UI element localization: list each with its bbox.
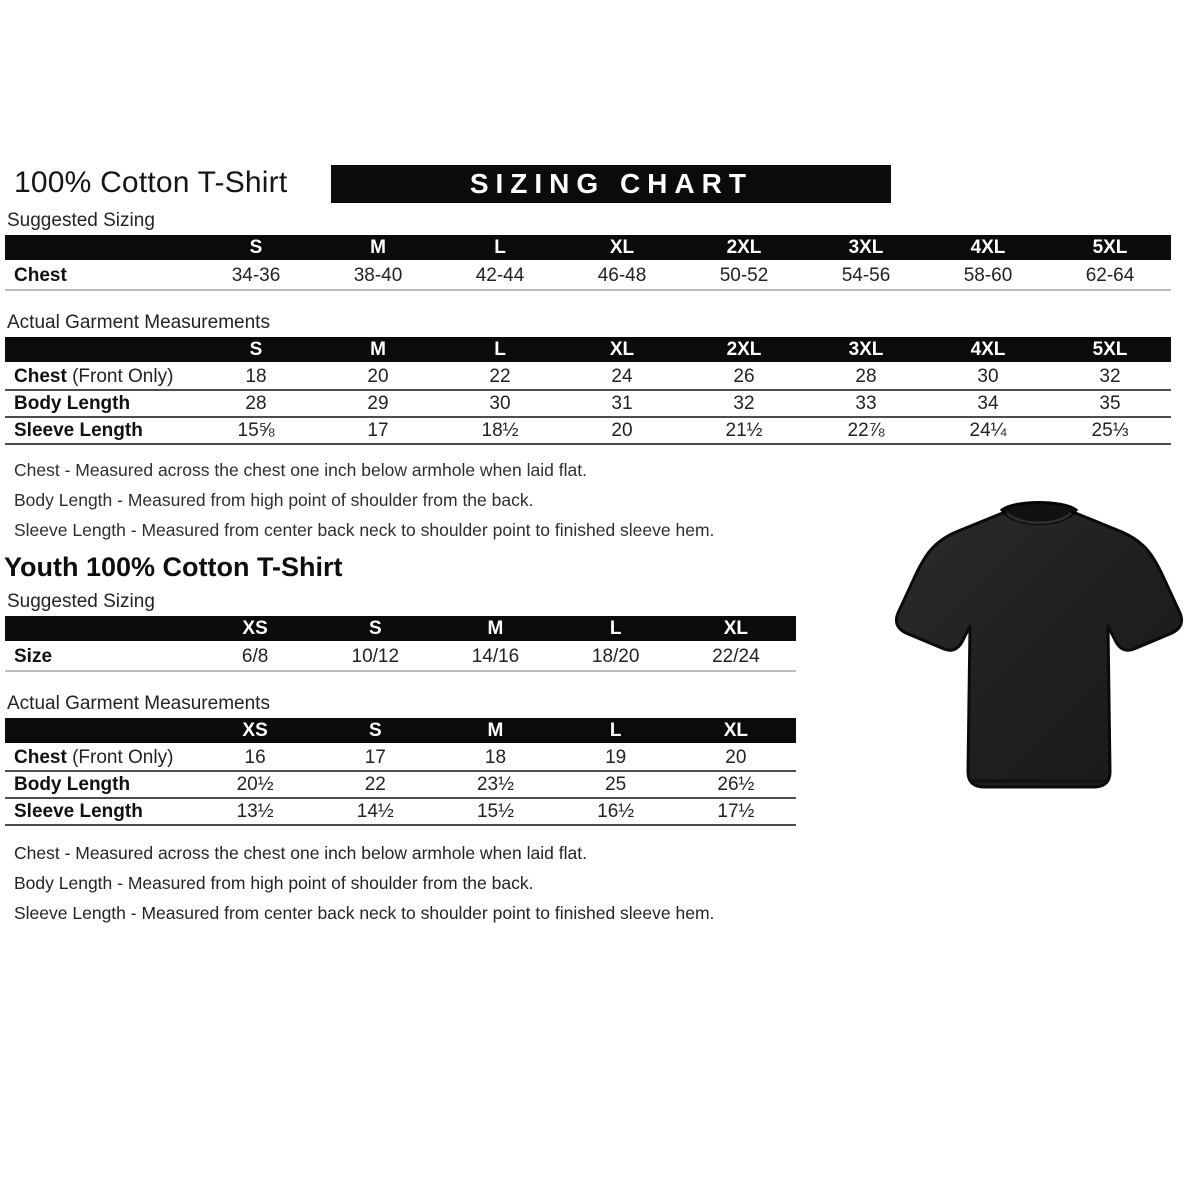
table-row-body-length	[5, 391, 1171, 418]
col-header-2xl: 2XL	[683, 337, 805, 364]
tshirt-icon	[888, 476, 1190, 816]
adult-actual-measurements-label: Actual Garment Measurements	[7, 312, 270, 333]
adult-suggested-header-row	[5, 235, 1171, 262]
cell: 18	[195, 364, 317, 391]
cell: 22	[315, 772, 435, 799]
cell: 18	[435, 745, 555, 772]
note-body-length: Body Length - Measured from high point of shoulder from the back.	[14, 873, 534, 893]
cell: 20½	[195, 772, 315, 799]
header-spacer	[5, 718, 195, 745]
cell: 6/8	[195, 643, 315, 672]
cell: 24¼	[927, 418, 1049, 445]
col-header-l: L	[439, 235, 561, 262]
col-header-s: S	[315, 616, 435, 643]
cell: 34	[927, 391, 1049, 418]
cell: 26½	[676, 772, 796, 799]
cell: 38-40	[317, 262, 439, 291]
col-header-s: S	[195, 337, 317, 364]
cell: 28	[195, 391, 317, 418]
adult-suggested-sizing-label: Suggested Sizing	[7, 210, 155, 231]
cell: 16	[195, 745, 315, 772]
youth-suggested-sizing-label: Suggested Sizing	[7, 591, 155, 612]
cell: 29	[317, 391, 439, 418]
col-header-l: L	[556, 718, 676, 745]
note-chest: Chest - Measured across the chest one inch below armhole when laid flat.	[14, 460, 587, 480]
row-label-body-length: Body Length	[5, 772, 195, 799]
row-label-sleeve-length: Sleeve Length	[5, 418, 195, 445]
cell: 20	[561, 418, 683, 445]
row-label-body-length: Body Length	[5, 391, 195, 418]
col-header-3xl: 3XL	[805, 235, 927, 262]
cell: 16½	[556, 799, 676, 826]
col-header-s: S	[195, 235, 317, 262]
cell: 18/20	[556, 643, 676, 672]
cell: 22/24	[676, 643, 796, 672]
cell: 24	[561, 364, 683, 391]
cell: 34-36	[195, 262, 317, 291]
cell: 32	[683, 391, 805, 418]
row-label-chest: Chest (Front Only)	[5, 364, 195, 391]
cell: 50-52	[683, 262, 805, 291]
header-spacer	[5, 337, 195, 364]
adult-suggested-table	[5, 235, 1171, 291]
note-chest: Chest - Measured across the chest one inch below armhole when laid flat.	[14, 843, 587, 863]
col-header-4xl: 4XL	[927, 235, 1049, 262]
col-header-xs: XS	[195, 718, 315, 745]
table-row-size	[5, 643, 796, 672]
adult-actual-header-row	[5, 337, 1171, 364]
col-header-xl: XL	[561, 337, 683, 364]
cell: 23½	[435, 772, 555, 799]
cell: 35	[1049, 391, 1171, 418]
row-label-sleeve-length: Sleeve Length	[5, 799, 195, 826]
cell: 15½	[435, 799, 555, 826]
col-header-2xl: 2XL	[683, 235, 805, 262]
col-header-m: M	[435, 718, 555, 745]
youth-suggested-table	[5, 616, 796, 672]
youth-measurement-notes	[14, 838, 1200, 928]
youth-suggested-header-row	[5, 616, 796, 643]
col-header-m: M	[317, 235, 439, 262]
cell: 62-64	[1049, 262, 1171, 291]
col-header-s: S	[315, 718, 435, 745]
col-header-m: M	[435, 616, 555, 643]
page-title: 100% Cotton T-Shirt	[14, 166, 288, 199]
cell: 20	[676, 745, 796, 772]
cell: 22⅞	[805, 418, 927, 445]
cell: 18½	[439, 418, 561, 445]
note-sleeve-length: Sleeve Length - Measured from center back neck to shoulder point to finished sleeve hem.	[14, 903, 715, 923]
cell: 26	[683, 364, 805, 391]
cell: 13½	[195, 799, 315, 826]
youth-actual-table	[5, 718, 796, 826]
cell: 14/16	[435, 643, 555, 672]
adult-actual-table	[5, 337, 1171, 445]
col-header-xl: XL	[676, 718, 796, 745]
note-body-length: Body Length - Measured from high point of shoulder from the back.	[14, 490, 534, 510]
cell: 28	[805, 364, 927, 391]
cell: 30	[927, 364, 1049, 391]
col-header-3xl: 3XL	[805, 337, 927, 364]
black-tshirt-image	[888, 476, 1190, 816]
cell: 25⅓	[1049, 418, 1171, 445]
header-spacer	[5, 235, 195, 262]
youth-actual-measurements-label: Actual Garment Measurements	[7, 693, 270, 714]
col-header-l: L	[439, 337, 561, 364]
cell: 14½	[315, 799, 435, 826]
youth-actual-header-row	[5, 718, 796, 745]
cell: 30	[439, 391, 561, 418]
table-row-body-length	[5, 772, 796, 799]
cell: 17	[317, 418, 439, 445]
table-row-chest	[5, 745, 796, 772]
cell: 31	[561, 391, 683, 418]
cell: 21½	[683, 418, 805, 445]
cell: 42-44	[439, 262, 561, 291]
cell: 10/12	[315, 643, 435, 672]
table-row-chest	[5, 364, 1171, 391]
cell: 58-60	[927, 262, 1049, 291]
col-header-xl: XL	[676, 616, 796, 643]
table-row-chest	[5, 262, 1171, 291]
col-header-xl: XL	[561, 235, 683, 262]
sizing-chart-banner	[331, 165, 891, 203]
sizing-chart-banner-text: SIZING CHART	[469, 168, 753, 199]
col-header-m: M	[317, 337, 439, 364]
cell: 17½	[676, 799, 796, 826]
cell: 20	[317, 364, 439, 391]
header-spacer	[5, 616, 195, 643]
youth-section-title: Youth 100% Cotton T-Shirt	[4, 552, 343, 582]
cell: 32	[1049, 364, 1171, 391]
table-row-sleeve-length	[5, 799, 796, 826]
table-row-sleeve-length	[5, 418, 1171, 445]
col-header-5xl: 5XL	[1049, 337, 1171, 364]
cell: 33	[805, 391, 927, 418]
cell: 15⅝	[195, 418, 317, 445]
top-header	[0, 163, 1200, 205]
cell: 54-56	[805, 262, 927, 291]
cell: 17	[315, 745, 435, 772]
cell: 25	[556, 772, 676, 799]
cell: 19	[556, 745, 676, 772]
col-header-xs: XS	[195, 616, 315, 643]
row-label-chest: Chest	[5, 262, 195, 291]
col-header-l: L	[556, 616, 676, 643]
col-header-4xl: 4XL	[927, 337, 1049, 364]
col-header-5xl: 5XL	[1049, 235, 1171, 262]
cell: 22	[439, 364, 561, 391]
note-sleeve-length: Sleeve Length - Measured from center back neck to shoulder point to finished sleeve hem.	[14, 520, 715, 540]
row-label-chest: Chest (Front Only)	[5, 745, 195, 772]
cell: 46-48	[561, 262, 683, 291]
row-label-size: Size	[5, 643, 195, 672]
